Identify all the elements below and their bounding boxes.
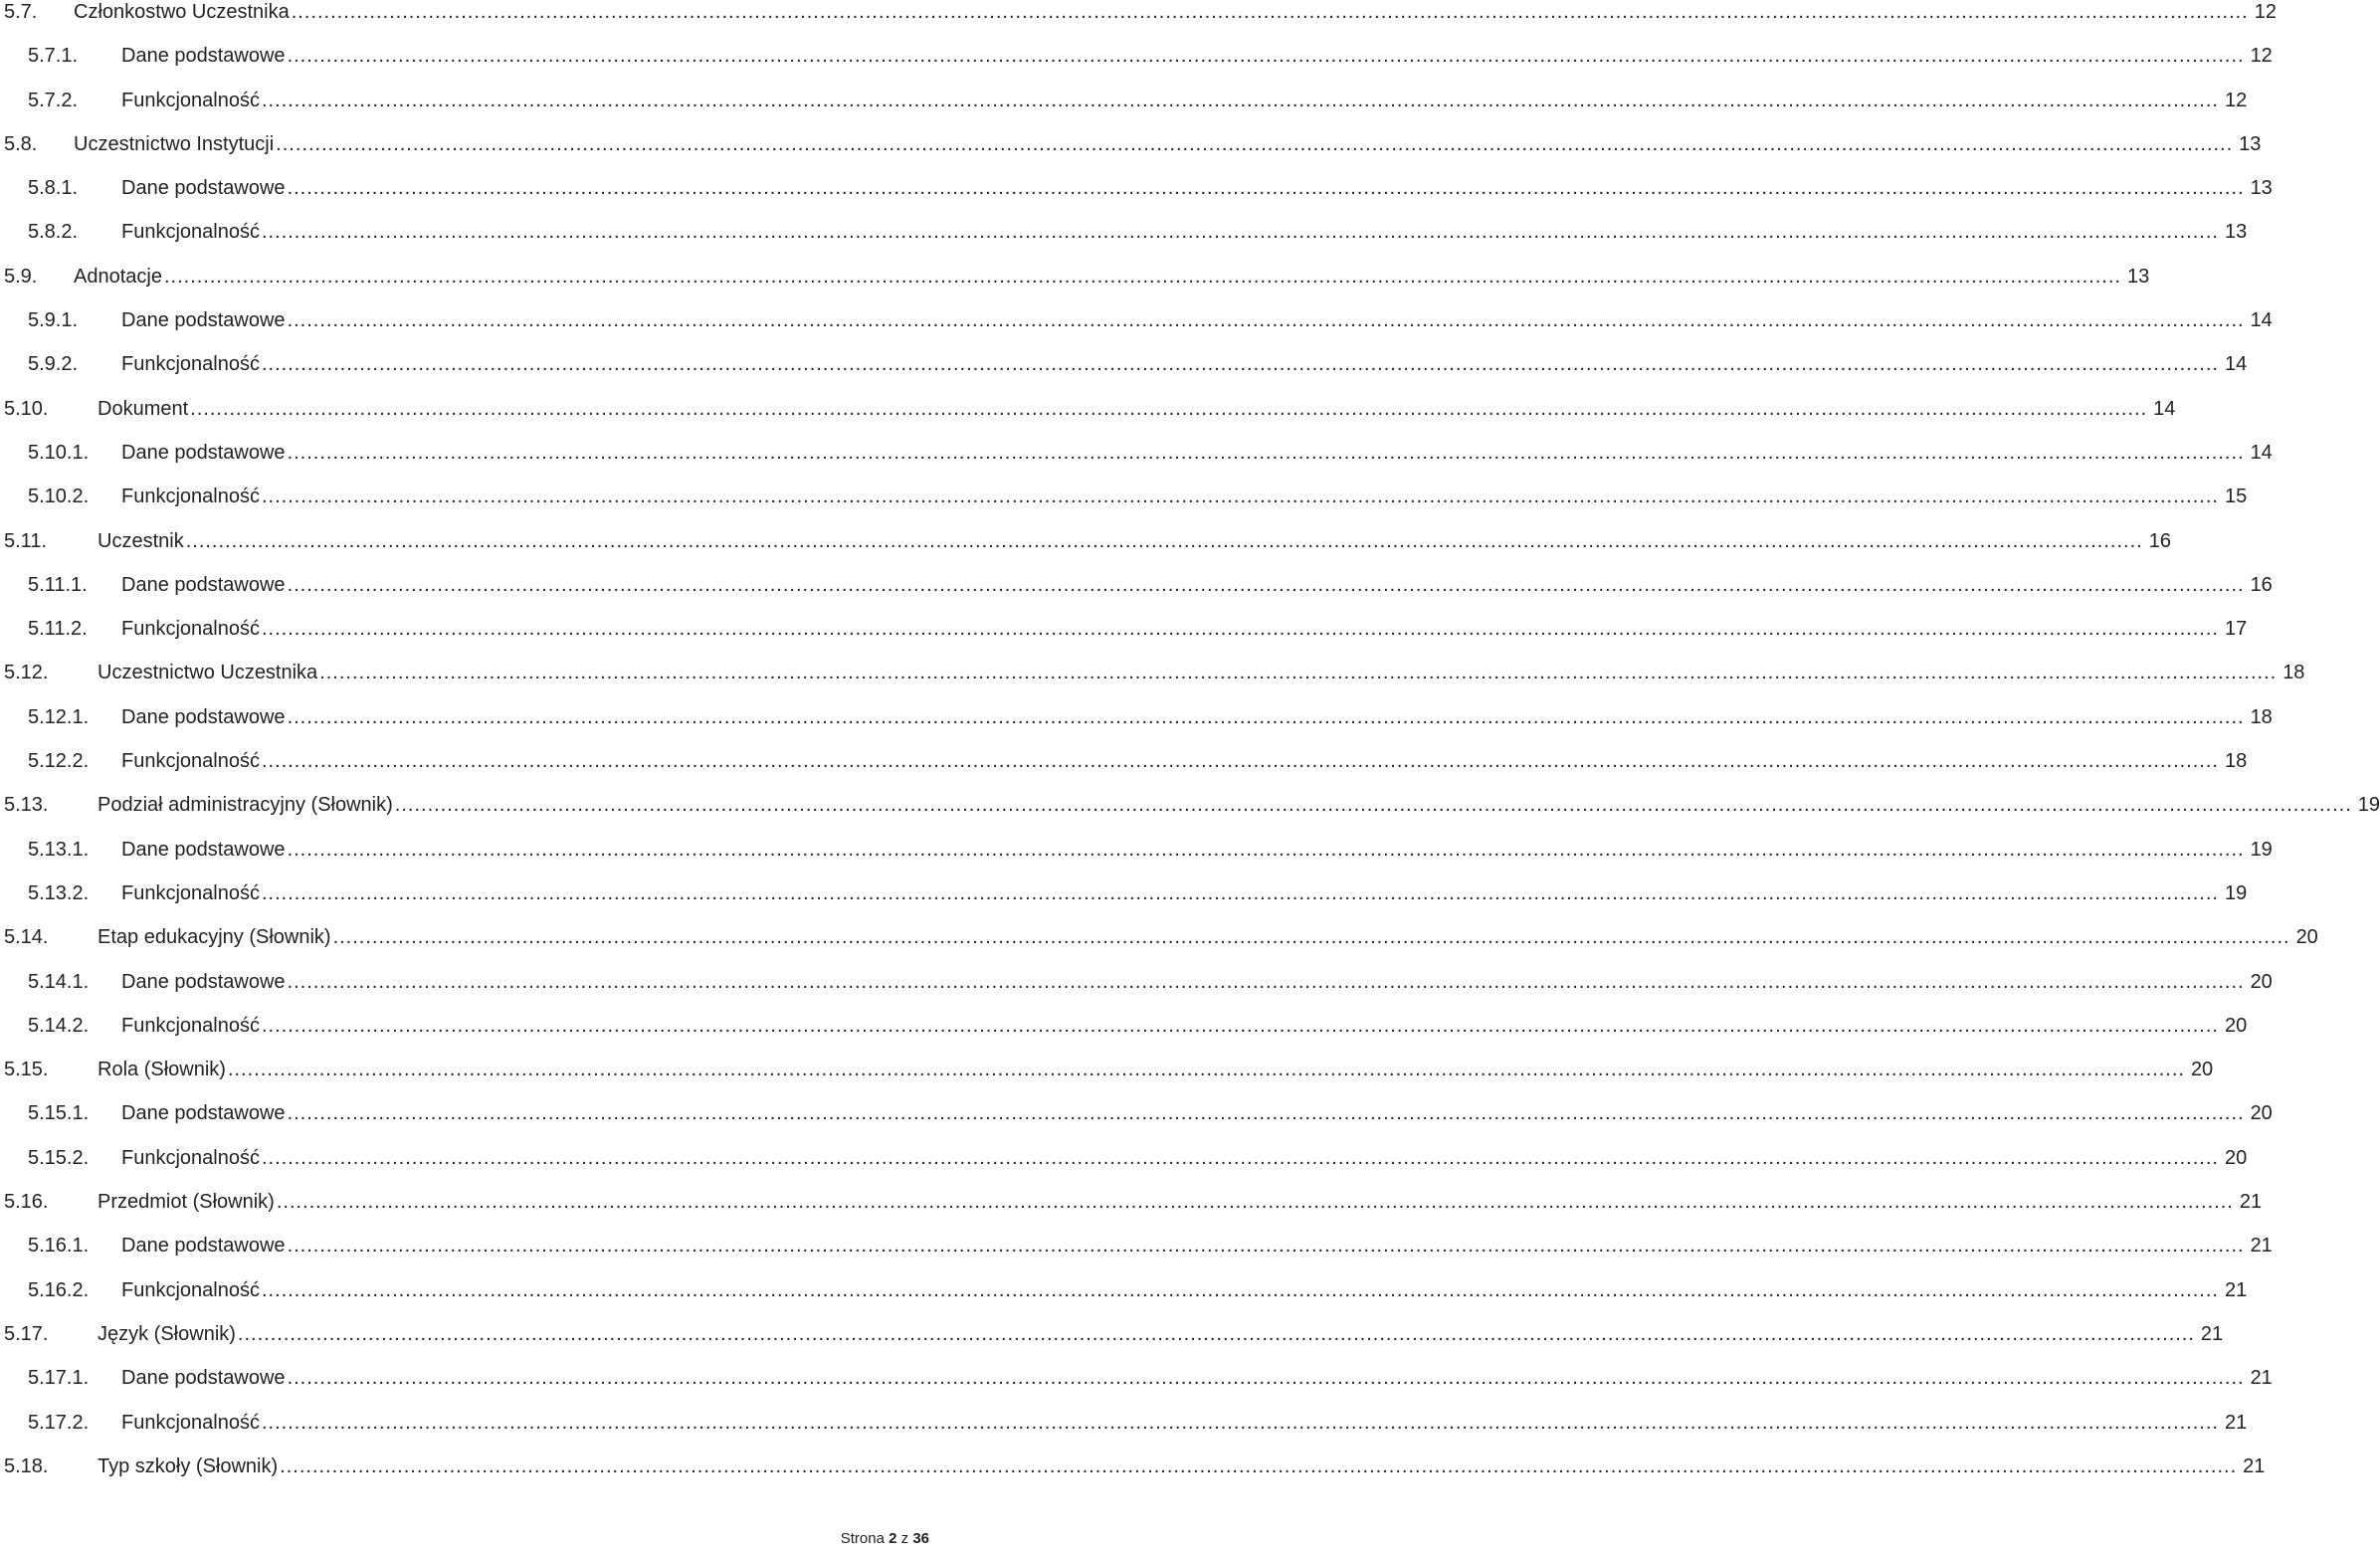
dot-leader: ............................................................................................................................................................................................................................................................................................................ bbox=[163, 265, 2121, 288]
toc-entry-page: 13 bbox=[2121, 265, 2149, 289]
dot-leader: ............................................................................................................................................................................................................................................................................................................ bbox=[287, 441, 2245, 464]
dot-leader: ............................................................................................................................................................................................................................................................................................................ bbox=[261, 1146, 2219, 1169]
toc-entry-leader bbox=[121, 220, 2248, 244]
toc-entry-leader bbox=[121, 705, 2273, 729]
toc-entry-page: 15 bbox=[2219, 484, 2247, 508]
toc-entry-page: 20 bbox=[2219, 1146, 2247, 1170]
toc-entry-page: 14 bbox=[2147, 397, 2175, 421]
toc-entry-leader bbox=[121, 1411, 2248, 1435]
dot-leader: ............................................................................................................................................................................................................................................................................................................ bbox=[261, 750, 2219, 773]
dot-leader: ............................................................................................................................................................................................................................................................................................................ bbox=[287, 45, 2245, 68]
toc-entry-leader bbox=[74, 132, 2262, 156]
toc-entry[interactable] bbox=[0, 1454, 2266, 1498]
toc-entry-page: 18 bbox=[2219, 749, 2247, 773]
toc-entry-page: 21 bbox=[2237, 1454, 2265, 1478]
toc-entry-page: 21 bbox=[2219, 1278, 2247, 1302]
toc-entry-page: 20 bbox=[2219, 1014, 2247, 1038]
dot-leader: ............................................................................................................................................................................................................................................................................................................ bbox=[261, 221, 2219, 244]
dot-leader: ............................................................................................................................................................................................................................................................................................................ bbox=[319, 662, 2278, 684]
toc-entry[interactable] bbox=[0, 617, 2248, 661]
toc-entry-page: 12 bbox=[2245, 44, 2273, 68]
toc-entry-page: 14 bbox=[2245, 308, 2273, 332]
dot-leader: ............................................................................................................................................................................................................................................................................................................ bbox=[280, 1454, 2238, 1477]
toc-entry-title: Język (Słownik) bbox=[98, 1322, 236, 1345]
toc-entry-number: 5.15. bbox=[4, 1059, 49, 1081]
toc-entry-number: 5.17. bbox=[4, 1322, 49, 1345]
dot-leader: ............................................................................................................................................................................................................................................................................................................ bbox=[227, 1059, 2185, 1081]
toc-entry-leader bbox=[121, 1014, 2248, 1038]
toc-entry-number: 5.8.1. bbox=[28, 177, 79, 200]
toc-entry-number: 5.16.1. bbox=[28, 1235, 90, 1258]
toc-entry[interactable] bbox=[0, 132, 2262, 176]
toc-entry-title: Adnotacje bbox=[74, 265, 162, 288]
footer-separator: z bbox=[900, 1530, 909, 1547]
toc-entry-leader bbox=[98, 925, 2318, 949]
dot-leader: ............................................................................................................................................................................................................................................................................................................ bbox=[287, 1235, 2245, 1258]
toc-entry-page: 17 bbox=[2219, 617, 2247, 641]
toc-entry-leader bbox=[121, 1146, 2248, 1170]
toc-entry-title: Dane podstawowe bbox=[121, 1235, 286, 1258]
toc-entry[interactable] bbox=[0, 1366, 2273, 1410]
toc-entry-page: 16 bbox=[2143, 529, 2171, 553]
toc-entry[interactable] bbox=[0, 1190, 2263, 1234]
dot-leader: ............................................................................................................................................................................................................................................................................................................ bbox=[190, 397, 2148, 420]
toc-entry[interactable] bbox=[0, 749, 2248, 793]
toc-entry[interactable] bbox=[0, 1146, 2248, 1190]
toc-entry-title: Funkcjonalność bbox=[121, 89, 260, 111]
toc-entry-number: 5.11.1. bbox=[28, 573, 88, 596]
toc-entry-number: 5.10. bbox=[4, 397, 49, 420]
dot-leader: ............................................................................................................................................................................................................................................................................................................ bbox=[287, 838, 2245, 861]
toc-entry[interactable] bbox=[0, 793, 2380, 837]
toc-entry[interactable] bbox=[0, 1411, 2248, 1454]
dot-leader: ............................................................................................................................................................................................................................................................................................................ bbox=[237, 1322, 2195, 1345]
dot-leader: ............................................................................................................................................................................................................................................................................................................ bbox=[291, 1, 2249, 23]
toc-entry-title: Dokument bbox=[98, 397, 189, 420]
toc-entry-page: 21 bbox=[2245, 1234, 2273, 1258]
toc-entry-title: Funkcjonalność bbox=[121, 1411, 260, 1434]
dot-leader: ............................................................................................................................................................................................................................................................................................................ bbox=[261, 881, 2219, 904]
footer-total-pages: 36 bbox=[912, 1530, 929, 1547]
toc-entry-leader bbox=[121, 1234, 2273, 1258]
toc-entry-number: 5.9.2. bbox=[28, 353, 79, 376]
toc-entry-page: 16 bbox=[2245, 573, 2273, 597]
toc-entry-leader bbox=[121, 749, 2248, 773]
toc-entry-number: 5.7. bbox=[4, 1, 38, 23]
toc-entry-number: 5.8.2. bbox=[28, 221, 79, 244]
toc-entry[interactable] bbox=[0, 970, 2273, 1014]
dot-leader: ............................................................................................................................................................................................................................................................................................................ bbox=[276, 1191, 2234, 1214]
toc-entry[interactable] bbox=[0, 1234, 2273, 1277]
toc-entry-leader bbox=[74, 0, 2277, 24]
toc-entry-page: 19 bbox=[2245, 838, 2273, 862]
toc-entry-leader bbox=[98, 661, 2305, 684]
footer-prefix: Strona bbox=[840, 1530, 885, 1547]
dot-leader: ............................................................................................................................................................................................................................................................................................................ bbox=[261, 1278, 2219, 1301]
toc-entry[interactable] bbox=[0, 308, 2273, 352]
toc-entry-page: 21 bbox=[2195, 1322, 2223, 1346]
toc-entry-number: 5.13.1. bbox=[28, 838, 90, 861]
toc-entry-title: Dane podstawowe bbox=[121, 970, 286, 993]
toc-entry-page: 18 bbox=[2245, 705, 2273, 729]
toc-entry-number: 5.15.2. bbox=[28, 1146, 90, 1169]
toc-entry-leader bbox=[98, 793, 2380, 817]
toc-entry-page: 20 bbox=[2185, 1058, 2213, 1081]
toc-entry-title: Dane podstawowe bbox=[121, 705, 286, 728]
toc-entry[interactable] bbox=[0, 925, 2318, 969]
dot-leader: ............................................................................................................................................................................................................................................................................................................ bbox=[185, 529, 2143, 552]
toc-entry-title: Rola (Słownik) bbox=[98, 1059, 226, 1081]
toc-entry-title: Funkcjonalność bbox=[121, 353, 260, 376]
toc-entry-title: Uczestnik bbox=[98, 529, 184, 552]
toc-entry-number: 5.7.1. bbox=[28, 45, 79, 68]
toc-entry-number: 5.8. bbox=[4, 132, 38, 155]
dot-leader: ............................................................................................................................................................................................................................................................................................................ bbox=[287, 1367, 2245, 1390]
toc-entry[interactable] bbox=[0, 1058, 2214, 1101]
toc-entry-title: Funkcjonalność bbox=[121, 1014, 260, 1037]
toc-entry-leader bbox=[121, 176, 2273, 200]
toc-entry[interactable] bbox=[0, 484, 2248, 528]
toc-entry-title: Funkcjonalność bbox=[121, 881, 260, 904]
toc-entry-page: 19 bbox=[2219, 881, 2247, 905]
dot-leader: ............................................................................................................................................................................................................................................................................................................ bbox=[261, 1411, 2219, 1434]
toc-entry[interactable] bbox=[0, 397, 2176, 441]
dot-leader: ............................................................................................................................................................................................................................................................................................................ bbox=[287, 177, 2245, 200]
dot-leader: ............................................................................................................................................................................................................................................................................................................ bbox=[261, 485, 2219, 508]
toc-entry-page: 20 bbox=[2245, 970, 2273, 994]
dot-leader: ............................................................................................................................................................................................................................................................................................................ bbox=[261, 618, 2219, 641]
toc-entry-title: Funkcjonalność bbox=[121, 750, 260, 773]
toc-entry-number: 5.10.2. bbox=[28, 485, 90, 508]
toc-entry-number: 5.17.2. bbox=[28, 1411, 90, 1434]
toc-entry[interactable] bbox=[0, 661, 2305, 704]
toc-entry-page: 20 bbox=[2245, 1101, 2273, 1125]
toc-entry-number: 5.12.2. bbox=[28, 750, 90, 773]
toc-entry-title: Uczestnictwo Instytucji bbox=[74, 132, 275, 155]
toc-entry-number: 5.14. bbox=[4, 926, 49, 949]
toc-entry[interactable] bbox=[0, 44, 2273, 88]
toc-entry-title: Funkcjonalność bbox=[121, 618, 260, 641]
toc-entry-number: 5.9.1. bbox=[28, 309, 79, 332]
toc-entry-page: 21 bbox=[2234, 1190, 2262, 1214]
footer-current-page: 2 bbox=[889, 1530, 897, 1547]
dot-leader: ............................................................................................................................................................................................................................................................................................................ bbox=[332, 926, 2290, 949]
toc-entry-page: 12 bbox=[2249, 0, 2277, 24]
toc-entry-number: 5.12. bbox=[4, 662, 49, 684]
toc-entry-number: 5.14.1. bbox=[28, 970, 90, 993]
toc-entry-leader bbox=[121, 484, 2248, 508]
toc-entry-page: 19 bbox=[2352, 793, 2380, 817]
toc-entry-number: 5.9. bbox=[4, 265, 38, 288]
toc-entry-page: 12 bbox=[2219, 89, 2247, 112]
toc-entry-leader bbox=[121, 44, 2273, 68]
toc-entry[interactable] bbox=[0, 352, 2248, 396]
toc-entry-page: 21 bbox=[2245, 1366, 2273, 1390]
toc-entry-title: Przedmiot (Słownik) bbox=[98, 1191, 275, 1214]
dot-leader: ............................................................................................................................................................................................................................................................................................................ bbox=[261, 89, 2219, 111]
toc-entry-page: 21 bbox=[2219, 1411, 2247, 1435]
toc-entry-page: 18 bbox=[2277, 661, 2304, 684]
toc-entry-title: Dane podstawowe bbox=[121, 177, 286, 200]
page-number-footer bbox=[841, 1530, 929, 1547]
dot-leader: ............................................................................................................................................................................................................................................................................................................ bbox=[394, 794, 2352, 817]
toc-entry-leader bbox=[98, 397, 2176, 421]
toc-entry-leader bbox=[121, 617, 2248, 641]
toc-entry-number: 5.14.2. bbox=[28, 1014, 90, 1037]
toc-entry-page: 14 bbox=[2245, 441, 2273, 465]
toc-entry-leader bbox=[121, 89, 2248, 112]
toc-entry-leader bbox=[74, 265, 2150, 289]
toc-entry-number: 5.17.1. bbox=[28, 1367, 90, 1390]
toc-entry-number: 5.16. bbox=[4, 1191, 49, 1214]
toc-entry-title: Etap edukacyjny (Słownik) bbox=[98, 926, 331, 949]
toc-entry-number: 5.18. bbox=[4, 1454, 49, 1477]
toc-entry-title: Dane podstawowe bbox=[121, 1367, 286, 1390]
toc-entry-leader bbox=[121, 970, 2273, 994]
toc-entry-number: 5.11.2. bbox=[28, 618, 88, 641]
dot-leader: ............................................................................................................................................................................................................................................................................................................ bbox=[276, 132, 2234, 155]
dot-leader: ............................................................................................................................................................................................................................................................................................................ bbox=[287, 1102, 2245, 1125]
toc-entry[interactable] bbox=[0, 1101, 2273, 1145]
toc-entry-title: Dane podstawowe bbox=[121, 45, 286, 68]
toc-entry-leader bbox=[121, 881, 2248, 905]
toc-entry-page: 13 bbox=[2219, 220, 2247, 244]
dot-leader: ............................................................................................................................................................................................................................................................................................................ bbox=[287, 573, 2245, 596]
toc-entry-leader bbox=[121, 352, 2248, 376]
toc-entry[interactable] bbox=[0, 1322, 2224, 1366]
toc-entry[interactable] bbox=[0, 89, 2248, 132]
toc-entry-page: 13 bbox=[2233, 132, 2261, 156]
toc-entry-title: Funkcjonalność bbox=[121, 485, 260, 508]
toc-entry-number: 5.16.2. bbox=[28, 1278, 90, 1301]
toc-entry[interactable] bbox=[0, 881, 2248, 925]
dot-leader: ............................................................................................................................................................................................................................................................................................................ bbox=[287, 309, 2245, 332]
toc-entry-leader bbox=[121, 1366, 2273, 1390]
toc-entry-leader bbox=[121, 838, 2273, 862]
toc-entry-number: 5.13. bbox=[4, 794, 49, 817]
toc-entry-leader bbox=[98, 1058, 2214, 1081]
toc-entry-leader bbox=[121, 1278, 2248, 1302]
toc-entry-number: 5.15.1. bbox=[28, 1102, 90, 1125]
toc-entry-title: Uczestnictwo Uczestnika bbox=[98, 662, 318, 684]
toc-entry[interactable] bbox=[0, 573, 2273, 617]
toc-entry-title: Funkcjonalność bbox=[121, 1146, 260, 1169]
dot-leader: ............................................................................................................................................................................................................................................................................................................ bbox=[261, 353, 2219, 376]
toc-entry-leader bbox=[98, 529, 2171, 553]
dot-leader: ............................................................................................................................................................................................................................................................................................................ bbox=[287, 705, 2245, 728]
dot-leader: ............................................................................................................................................................................................................................................................................................................ bbox=[261, 1014, 2219, 1037]
toc-entry-number: 5.7.2. bbox=[28, 89, 79, 111]
toc-entry-number: 5.10.1. bbox=[28, 441, 90, 464]
toc-entry[interactable] bbox=[0, 705, 2273, 749]
toc-entry-title: Dane podstawowe bbox=[121, 1102, 286, 1125]
toc-entry-leader bbox=[121, 441, 2273, 465]
toc-entry-title: Dane podstawowe bbox=[121, 838, 286, 861]
toc-entry-title: Podział administracyjny (Słownik) bbox=[98, 794, 393, 817]
toc-entry[interactable] bbox=[0, 0, 2277, 44]
toc-entry[interactable] bbox=[0, 220, 2248, 264]
toc-entry[interactable] bbox=[0, 265, 2150, 308]
toc-entry[interactable] bbox=[0, 529, 2171, 573]
toc-entry-leader bbox=[98, 1454, 2266, 1478]
toc-entry[interactable] bbox=[0, 441, 2273, 484]
toc-entry-title: Funkcjonalność bbox=[121, 221, 260, 244]
toc-entry[interactable] bbox=[0, 176, 2273, 220]
toc-entry-title: Dane podstawowe bbox=[121, 441, 286, 464]
dot-leader: ............................................................................................................................................................................................................................................................................................................ bbox=[287, 970, 2245, 993]
toc-entry-page: 20 bbox=[2290, 925, 2318, 949]
toc-entry-number: 5.12.1. bbox=[28, 705, 90, 728]
toc-entry-title: Dane podstawowe bbox=[121, 309, 286, 332]
toc-entry-leader bbox=[121, 308, 2273, 332]
toc-entry[interactable] bbox=[0, 838, 2273, 881]
toc-entry-number: 5.13.2. bbox=[28, 881, 90, 904]
toc-entry[interactable] bbox=[0, 1014, 2248, 1058]
toc-entry-title: Dane podstawowe bbox=[121, 573, 286, 596]
toc-entry-page: 13 bbox=[2245, 176, 2273, 200]
toc-entry-number: 5.11. bbox=[4, 529, 47, 552]
toc-entry-leader bbox=[98, 1190, 2263, 1214]
toc-entry-leader bbox=[121, 573, 2273, 597]
toc-entry-title: Funkcjonalność bbox=[121, 1278, 260, 1301]
toc-entry[interactable] bbox=[0, 1278, 2248, 1322]
toc-entry-leader bbox=[98, 1322, 2224, 1346]
toc-entry-page: 14 bbox=[2219, 352, 2247, 376]
toc-entry-leader bbox=[121, 1101, 2273, 1125]
toc-entry-title: Członkostwo Uczestnika bbox=[74, 1, 290, 23]
toc-entry-title: Typ szkoły (Słownik) bbox=[98, 1454, 279, 1477]
